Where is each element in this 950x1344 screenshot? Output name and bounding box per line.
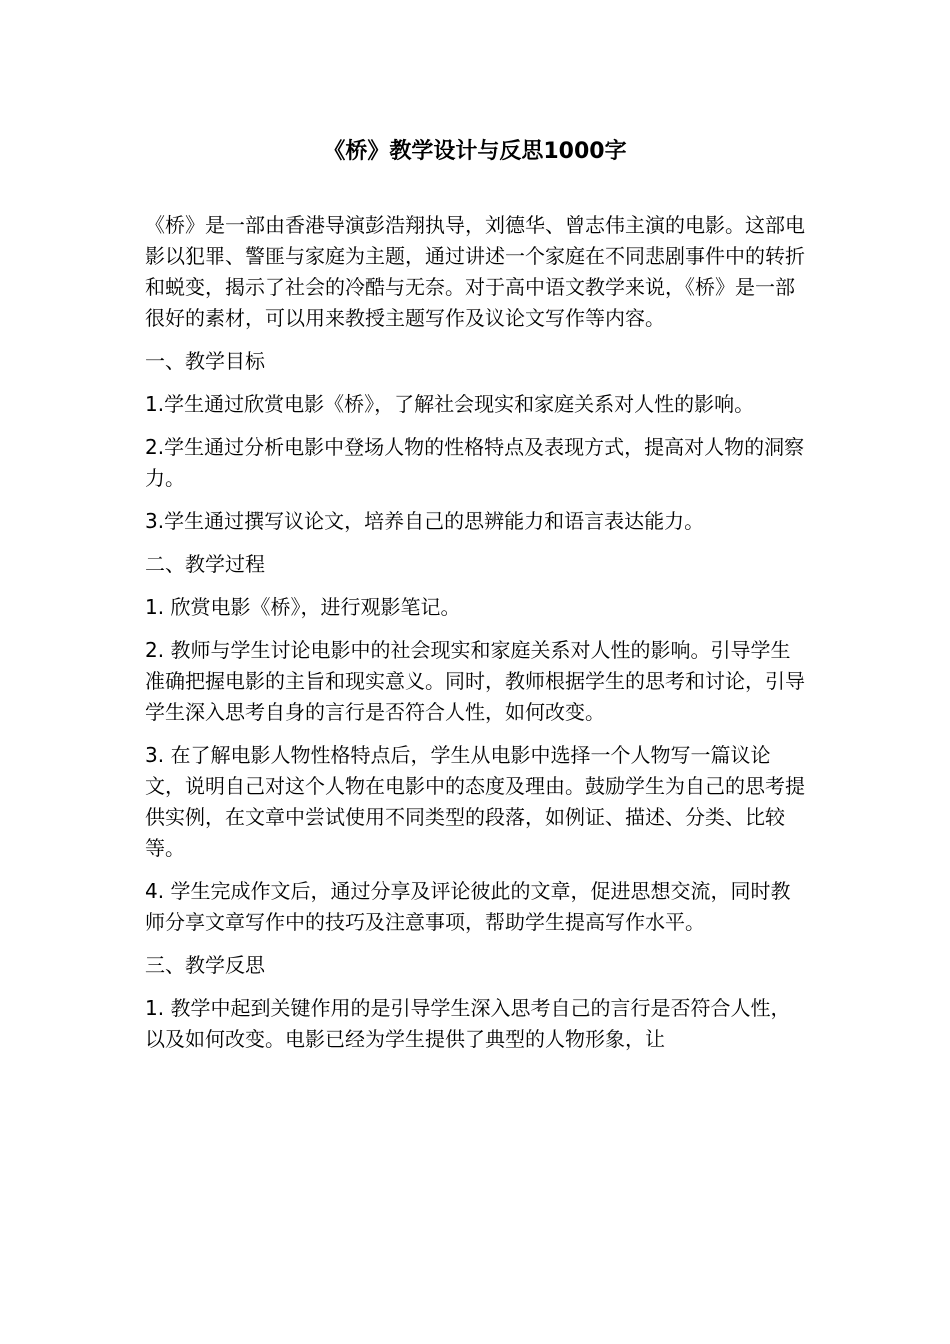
document-title: 《桥》教学设计与反思1000字 [323,139,627,164]
reflection-item-1: 1. 教学中起到关键作用的是引导学生深入思考自己的言行是否符合人性，以及如何改变。电影已经为学生提供了典型的人物形象，让 [145,996,791,1051]
goal-item-1: 1.学生通过欣赏电影《桥》，了解社会现实和家庭关系对人性的影响。 [145,392,755,416]
process-item-2: 2. 教师与学生讨论电影中的社会现实和家庭关系对人性的影响。引导学生准确把握电影的主旨和现实意义。同时，教师根据学生的思考和讨论，引导学生深入思考自身的言行是否符合人性，如何改变。 [145,638,805,724]
section-heading-goals: 一、教学目标 [145,349,265,373]
section-heading-process: 二、教学过程 [145,552,265,576]
goal-item-2: 2.学生通过分析电影中登场人物的性格特点及表现方式，提高对人物的洞察力。 [145,435,805,490]
intro-paragraph: 《桥》是一部由香港导演彭浩翔执导，刘德华、曾志伟主演的电影。这部电影以犯罪、警匪与家庭为主题，通过讲述一个家庭在不同悲剧事件中的转折和蜕变，揭示了社会的冷酷与无奈。对于高中语文教学来说，《桥》是一部很好的素材，可以用来教授主题写作及议论文写作等内容。 [145,213,805,330]
process-item-1: 1. 欣赏电影《桥》，进行观影笔记。 [145,595,461,619]
goal-item-3: 3.学生通过撰写议论文，培养自己的思辨能力和语言表达能力。 [145,509,705,533]
process-item-3: 3. 在了解电影人物性格特点后，学生从电影中选择一个人物写一篇议论文，说明自己对这个人物在电影中的态度及理由。鼓励学生为自己的思考提供实例，在文章中尝试使用不同类型的段落，如例证、描述、分类、比较等。 [145,743,805,860]
document-body [145,210,810,1067]
section-heading-reflection: 三、教学反思 [145,953,265,977]
process-item-4: 4. 学生完成作文后，通过分享及评论彼此的文章，促进思想交流，同时教师分享文章写作中的技巧及注意事项，帮助学生提高写作水平。 [145,879,791,934]
